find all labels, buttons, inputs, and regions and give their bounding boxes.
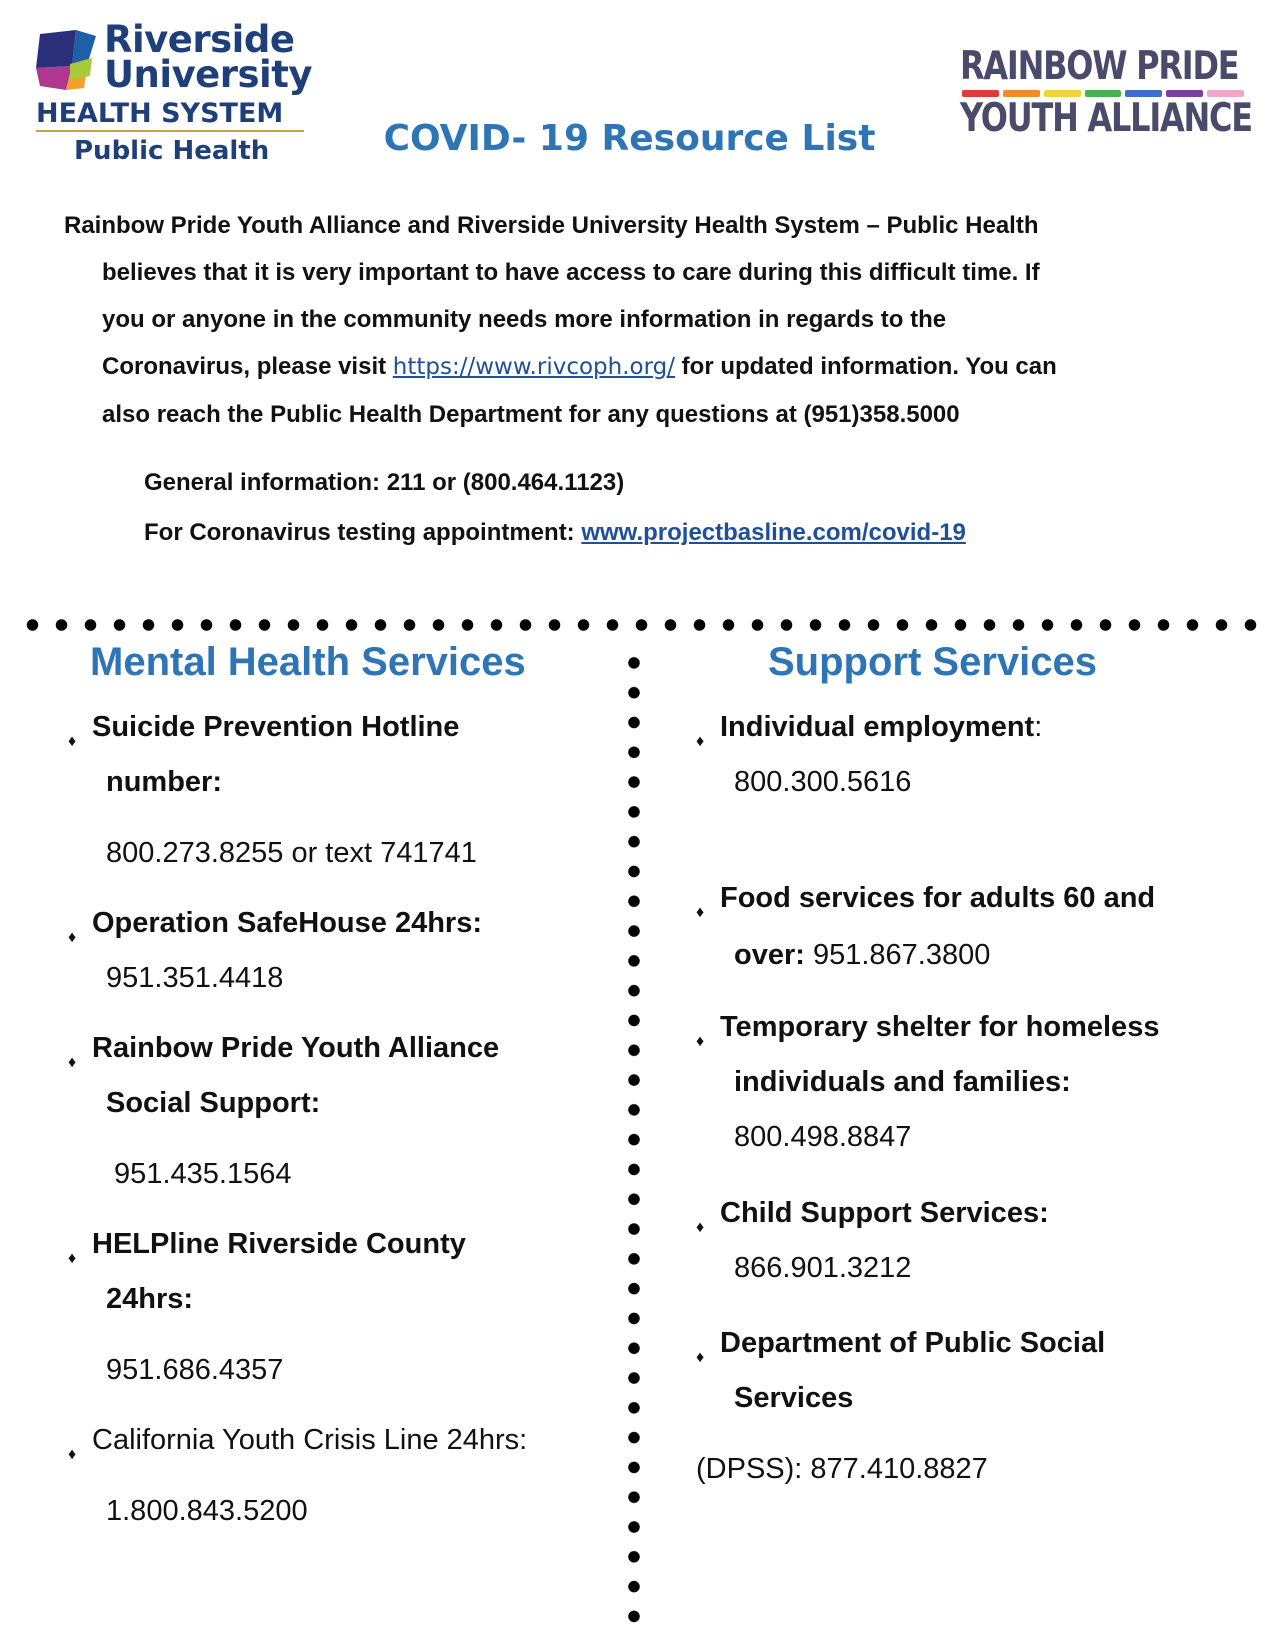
list-item xyxy=(696,1316,1236,1497)
item-title xyxy=(696,700,1236,755)
item-number: 951.867.3800 xyxy=(804,939,991,971)
ruhs-system: HEALTH SYSTEM xyxy=(36,98,284,129)
item-number: (DPSS): 877.410.8827 xyxy=(696,1453,988,1485)
support-services-heading: Support Services xyxy=(768,640,1098,684)
list-item xyxy=(68,896,598,1006)
item-number: 951.686.4357 xyxy=(106,1354,284,1386)
diamond-bullet-icon: ♦ xyxy=(696,733,705,750)
list-item xyxy=(696,1000,1236,1165)
item-title: Suicide Prevention Hotline xyxy=(92,711,460,743)
ruhs-name xyxy=(104,18,313,96)
item-title-cont: Services xyxy=(734,1382,854,1414)
item-number: 866.901.3212 xyxy=(734,1252,912,1284)
list-item xyxy=(696,870,1236,984)
intro-line: you or anyone in the community needs more information in regards to the xyxy=(102,306,947,333)
diamond-bullet-icon: ♦ xyxy=(68,733,77,750)
item-title-text: Individual employment xyxy=(720,711,1035,743)
item-title-cont: 24hrs: xyxy=(106,1283,194,1315)
intro-paragraph xyxy=(64,202,1184,438)
testing-link[interactable]: www.projectbasline.com/covid-19 xyxy=(581,519,966,546)
item-title: Operation SafeHouse 24hrs: xyxy=(92,907,482,939)
item-number: 951.435.1564 xyxy=(106,1158,292,1190)
item-title-cont: individuals and families: xyxy=(734,1066,1071,1098)
item-title-cont-text: over: xyxy=(734,939,805,971)
horizontal-dotted-divider xyxy=(18,618,1263,632)
diamond-bullet-icon: ♦ xyxy=(696,904,705,921)
item-title-suffix: : xyxy=(1034,711,1043,743)
general-info: General information: 211 or (800.464.1123) xyxy=(144,469,625,496)
rpya-logo-line2: YOUTH ALLIANCE xyxy=(960,96,1252,141)
diamond-bullet-icon: ♦ xyxy=(68,1446,77,1463)
intro-line: Rainbow Pride Youth Alliance and Riverside University Health System – Public Health xyxy=(64,212,1039,239)
item-title-cont: number: xyxy=(106,766,222,798)
info-lines xyxy=(144,458,966,558)
item-title: Department of Public Social xyxy=(720,1327,1106,1359)
item-number: 800.273.8255 or text 741741 xyxy=(106,837,477,869)
item-number: 800.300.5616 xyxy=(734,766,912,798)
diamond-bullet-icon: ♦ xyxy=(696,1219,705,1236)
list-item xyxy=(696,1186,1236,1296)
diamond-bullet-icon: ♦ xyxy=(68,1054,77,1071)
diamond-bullet-icon: ♦ xyxy=(68,929,77,946)
item-title: Food services for adults 60 and xyxy=(720,882,1156,914)
intro-line: believes that it is very important to have access to care during this difficult time. If xyxy=(102,259,1040,286)
diamond-bullet-icon: ♦ xyxy=(68,1250,77,1267)
intro-text: for updated information. You can xyxy=(675,353,1057,380)
list-item xyxy=(68,1413,598,1539)
testing-info xyxy=(144,508,966,558)
testing-label: For Coronavirus testing appointment: xyxy=(144,519,582,546)
ruhs-name-line2: University xyxy=(104,53,313,96)
diamond-bullet-icon: ♦ xyxy=(696,1349,705,1366)
vertical-dotted-divider xyxy=(627,648,641,1623)
item-title: HELPline Riverside County xyxy=(92,1228,466,1260)
item-number: 800.498.8847 xyxy=(734,1121,912,1153)
item-title: Temporary shelter for homeless xyxy=(720,1011,1160,1043)
mental-health-heading: Mental Health Services xyxy=(90,640,526,684)
ruhs-logo-mark-icon xyxy=(36,28,100,92)
intro-text: Coronavirus, please visit xyxy=(102,353,393,380)
item-title-cont xyxy=(696,927,1236,984)
diamond-bullet-icon: ♦ xyxy=(696,1033,705,1050)
item-number: 1.800.843.5200 xyxy=(106,1495,308,1527)
item-title-cont: Social Support: xyxy=(106,1087,321,1119)
list-item xyxy=(68,1217,598,1398)
item-title: Rainbow Pride Youth Alliance xyxy=(92,1032,500,1064)
item-number: 951.351.4418 xyxy=(106,962,284,994)
intro-line-with-link xyxy=(64,343,1184,391)
item-title: Child Support Services: xyxy=(720,1197,1049,1229)
ruhs-name-line1: Riverside xyxy=(104,18,295,61)
list-item xyxy=(696,700,1236,810)
intro-line: also reach the Public Health Department for any questions at (951)358.5000 xyxy=(102,401,960,428)
list-item xyxy=(68,1021,598,1202)
rivcoph-link[interactable]: https://www.rivcoph.org/ xyxy=(392,354,675,380)
rpya-logo-line1: RAINBOW PRIDE xyxy=(960,44,1239,89)
list-item xyxy=(68,700,598,881)
ruhs-division: Public Health xyxy=(74,136,270,166)
item-title: California Youth Crisis Line 24hrs: xyxy=(92,1424,528,1456)
page-title xyxy=(0,118,1275,159)
page-title-text: COVID- 19 Resource List xyxy=(383,118,876,159)
